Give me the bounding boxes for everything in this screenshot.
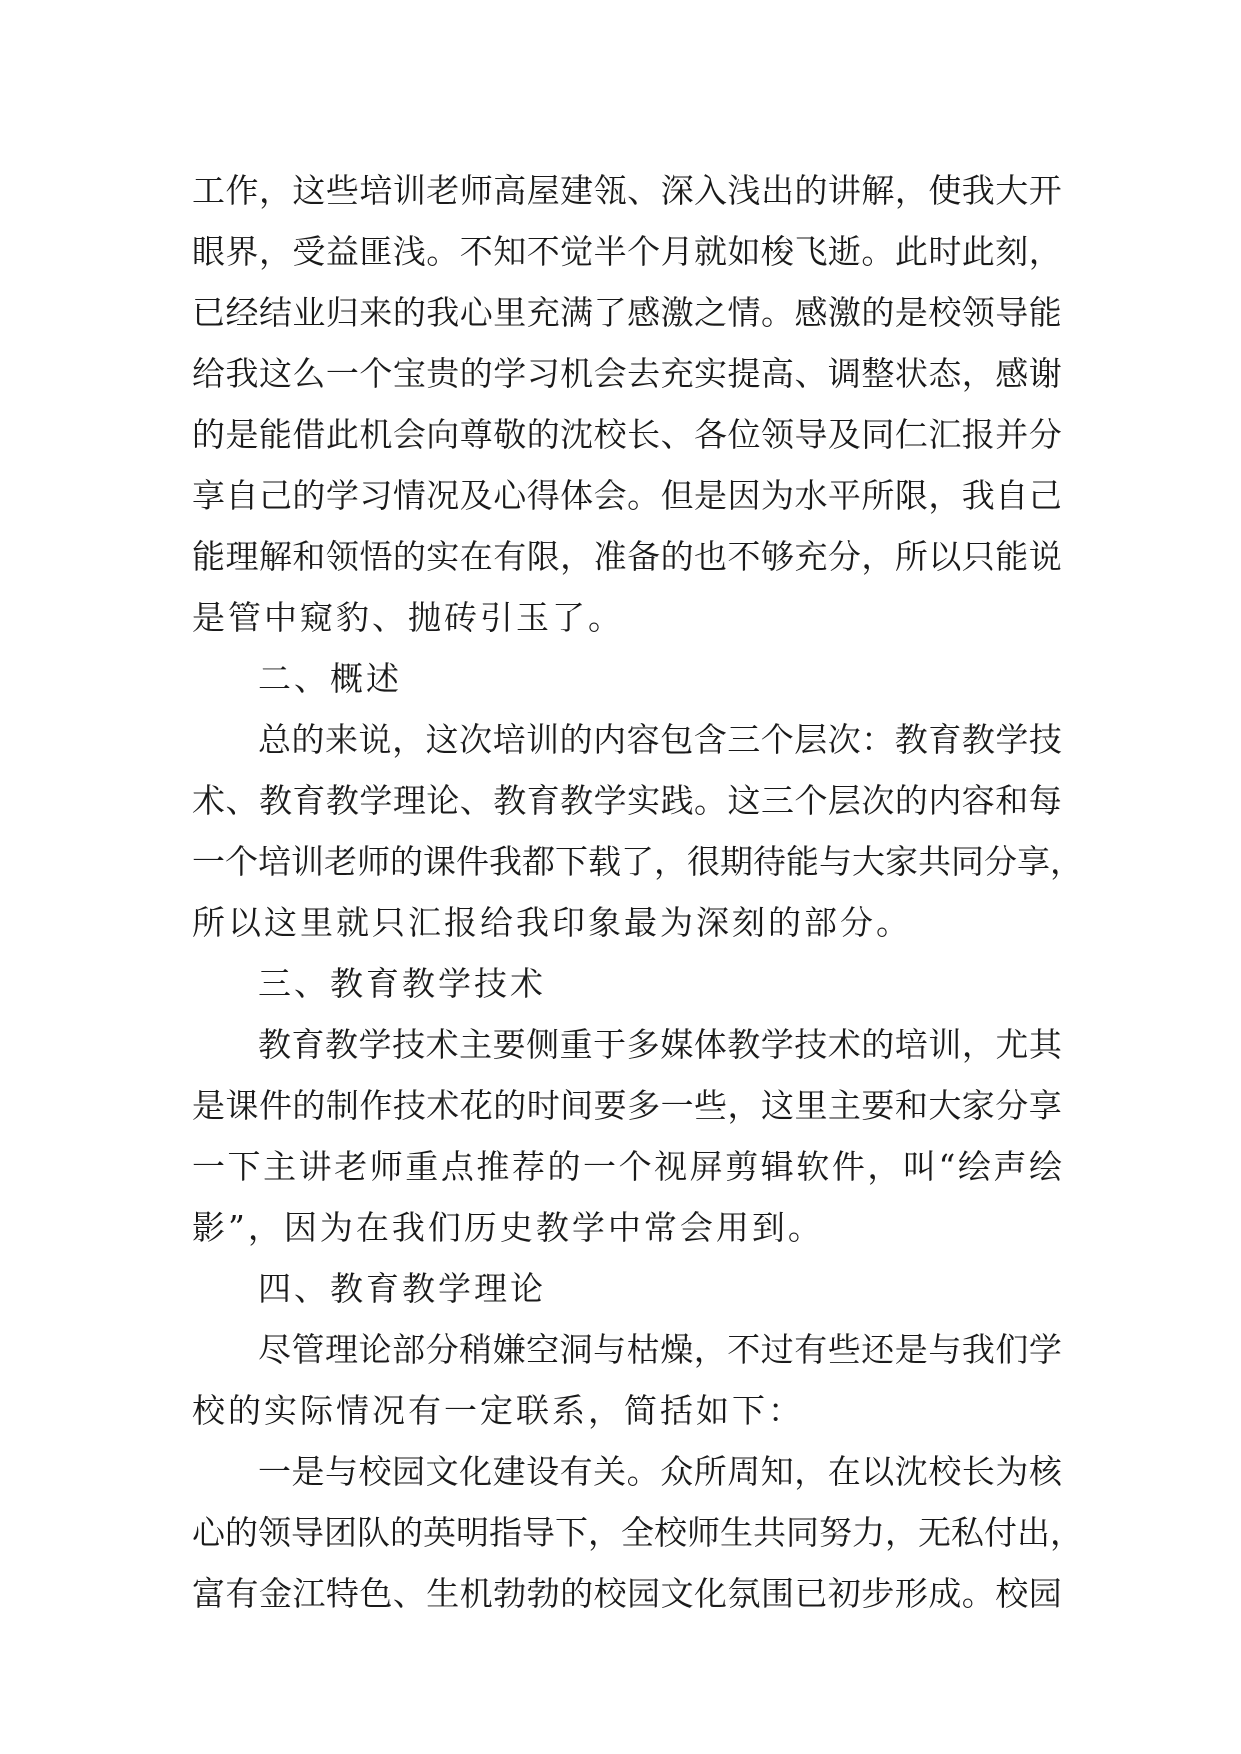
text-line: 校的实际情况有一定联系，简括如下： <box>192 1391 804 1430</box>
text-line: 给 我 这 么 一 个 宝 贵 的 学 习 机 会 去 充 实 提 高 、 调 整 状 态 ， 感 谢 <box>192 354 1062 393</box>
text-line: 一 是 与 校 园 文 化 建 设 有 关 。 众 所 周 知 ， 在 以 沈 校 长 为 核 <box>258 1452 1062 1491</box>
text-line: 所以这里就只汇报给我印象最为深刻的部分。 <box>192 903 912 942</box>
text-line: 影”，因为在我们历史教学中常会用到。 <box>192 1208 824 1247</box>
text-line: 是管中窥豹、抛砖引玉了。 <box>192 598 624 637</box>
section-heading: 三、教育教学技术 <box>258 964 546 1003</box>
document-body <box>192 160 1083 1624</box>
text-line: 享 自 己 的 学 习 情 况 及 心 得 体 会 。 但 是 因 为 水 平 所 限 ， 我 自 己 <box>192 476 1062 515</box>
text-line: 尽 管 理 论 部 分 稍 嫌 空 洞 与 枯 燥 ， 不 过 有 些 还 是 与 我 们 学 <box>258 1330 1062 1369</box>
text-line: 一 下 主 讲 老 师 重 点 推 荐 的 一 个 视 屏 剪 辑 软 件 ， 叫 “ 绘 声 绘 <box>192 1147 1062 1186</box>
text-line: 已 经 结 业 归 来 的 我 心 里 充 满 了 感 激 之 情 。 感 激 的 是 校 领 导 能 <box>192 293 1062 332</box>
text-line: 富 有 金 江 特 色 、 生 机 勃 勃 的 校 园 文 化 氛 围 已 初 步 形 成 。 校 园 <box>192 1574 1062 1613</box>
text-line: 工 作 ， 这 些 培 训 老 师 高 屋 建 瓴 、 深 入 浅 出 的 讲 解 ， 使 我 大 开 <box>192 171 1062 210</box>
text-line: 术 、 教 育 教 学 理 论 、 教 育 教 学 实 践 。 这 三 个 层 次 的 内 容 和 每 <box>192 781 1062 820</box>
section-heading: 二、概述 <box>258 659 402 698</box>
text-line: 能 理 解 和 领 悟 的 实 在 有 限 ， 准 备 的 也 不 够 充 分 ， 所 以 只 能 说 <box>192 537 1062 576</box>
text-line: 眼 界 ， 受 益 匪 浅 。 不 知 不 觉 半 个 月 就 如 梭 飞 逝 。 此 时 此 刻 ， <box>192 232 1062 271</box>
section-heading: 四、教育教学理论 <box>258 1269 546 1308</box>
text-line: 是 课 件 的 制 作 技 术 花 的 时 间 要 多 一 些 ， 这 里 主 要 和 大 家 分 享 <box>192 1086 1062 1125</box>
text-line: 的 是 能 借 此 机 会 向 尊 敬 的 沈 校 长 、 各 位 领 导 及 同 仁 汇 报 并 分 <box>192 415 1062 454</box>
text-line: 一 个 培 训 老 师 的 课 件 我 都 下 载 了 ， 很 期 待 能 与 大 家 共 同 分 享 ， <box>192 842 1083 881</box>
text-line: 心 的 领 导 团 队 的 英 明 指 导 下 ， 全 校 师 生 共 同 努 力 ， 无 私 付 出 ， <box>192 1513 1083 1552</box>
text-line: 教 育 教 学 技 术 主 要 侧 重 于 多 媒 体 教 学 技 术 的 培 训 ， 尤 其 <box>258 1025 1062 1064</box>
text-line: 总 的 来 说 ， 这 次 培 训 的 内 容 包 含 三 个 层 次 ： 教 育 教 学 技 <box>258 720 1062 759</box>
